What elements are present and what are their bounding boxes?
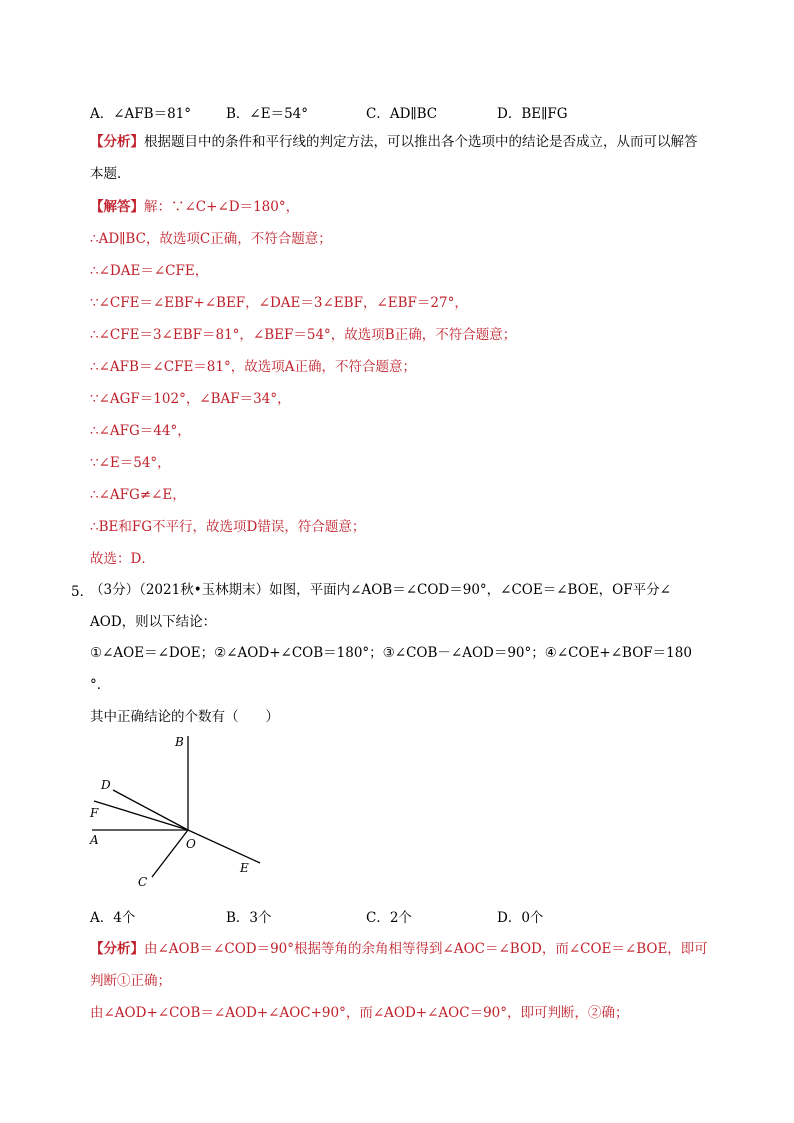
q5-analysis-text-3: 由∠AOD+∠COB＝∠AOD+∠AOC+90°，而∠AOD+∠AOC＝90°，即可判断，②确； bbox=[90, 1005, 629, 1021]
analysis-text-2: 本题． bbox=[90, 166, 131, 182]
q4-option-d: D．BE∥FG bbox=[497, 106, 568, 122]
q5-analysis-text-2: 判断①正确； bbox=[90, 973, 171, 989]
label-b: B bbox=[175, 735, 184, 749]
analysis-tag: 【分析】 bbox=[90, 134, 144, 150]
q5-analysis-tag: 【分析】 bbox=[90, 941, 144, 957]
answer-step-7: ∴∠AFG＝44°， bbox=[90, 423, 191, 439]
q4-analysis bbox=[90, 132, 734, 152]
q5-stem-2: AOD，则以下结论： bbox=[90, 614, 217, 630]
q4-option-a: A．∠AFB＝81° bbox=[90, 106, 192, 122]
answer-step-4: ∴∠CFE＝3∠EBF＝81°，∠BEF＝54°，故选项B正确，不符合题意； bbox=[90, 327, 517, 343]
answer-step-1: ∴AD∥BC，故选项C正确，不符合题意； bbox=[90, 231, 332, 247]
label-a: A bbox=[90, 833, 99, 847]
answer-step-6: ∵∠AGF＝102°，∠BAF＝34°， bbox=[90, 391, 291, 407]
ray-oc bbox=[152, 830, 188, 877]
q5-question: 其中正确结论的个数有（ ） bbox=[90, 709, 279, 725]
label-f: F bbox=[90, 806, 99, 820]
answer-tag: 【解答】 bbox=[90, 199, 144, 215]
q5-option-d: D．0个 bbox=[497, 910, 544, 926]
q5-option-b: B．3个 bbox=[226, 910, 272, 926]
answer-step-5: ∴∠AFB＝∠CFE＝81°，故选项A正确，不符合题意； bbox=[90, 359, 416, 375]
q4-option-c: C．AD∥BC bbox=[366, 106, 438, 122]
q5-conclusions-2: °． bbox=[90, 677, 111, 693]
answer-step-8: ∵∠E＝54°， bbox=[90, 455, 171, 471]
q5-analysis-text-1: 由∠AOB＝∠COD＝90°根据等角的余角相等得到∠AOC＝∠BOD，而∠COE＝∠BOE，即可 bbox=[144, 941, 708, 957]
answer-step-3: ∵∠CFE＝∠EBF+∠BEF，∠DAE＝3∠EBF，∠EBF＝27°， bbox=[90, 295, 468, 311]
label-e: E bbox=[240, 861, 249, 875]
label-c: C bbox=[138, 875, 148, 889]
label-d: D bbox=[101, 778, 111, 792]
answer-step-10: ∴BE和FG不平行，故选项D错误，符合题意； bbox=[90, 519, 366, 535]
q5-option-a: A．4个 bbox=[90, 910, 136, 926]
answer-step-0: 解：∵∠C+∠D＝180°， bbox=[144, 199, 300, 215]
q5-analysis bbox=[90, 939, 734, 959]
ray-oe bbox=[188, 830, 260, 863]
q5-stem-1: （3分）（2021秋•玉林期末）如图，平面内∠AOB＝∠COD＝90°，∠COE＝∠BOE，OF平分∠ bbox=[90, 582, 671, 598]
angle-figure bbox=[86, 732, 266, 897]
answer-step-2: ∴∠DAE＝∠CFE， bbox=[90, 263, 209, 279]
q4-option-b: B．∠E＝54° bbox=[226, 106, 309, 122]
label-o: O bbox=[186, 837, 196, 851]
q4-answer-line bbox=[90, 197, 734, 217]
q5-number: 5． bbox=[71, 584, 94, 600]
answer-step-9: ∴∠AFG≠∠E， bbox=[90, 487, 186, 503]
q5-option-c: C．2个 bbox=[366, 910, 412, 926]
answer-choice: 故选：D． bbox=[90, 551, 155, 567]
analysis-text-1: 根据题目中的条件和平行线的判定方法，可以推出各个选项中的结论是否成立，从而可以解答 bbox=[144, 134, 698, 150]
q5-conclusions-1: ①∠AOE＝∠DOE；②∠AOD+∠COB＝180°；③∠COB－∠AOD＝90°；④∠COE+∠BOF＝180 bbox=[90, 645, 692, 661]
